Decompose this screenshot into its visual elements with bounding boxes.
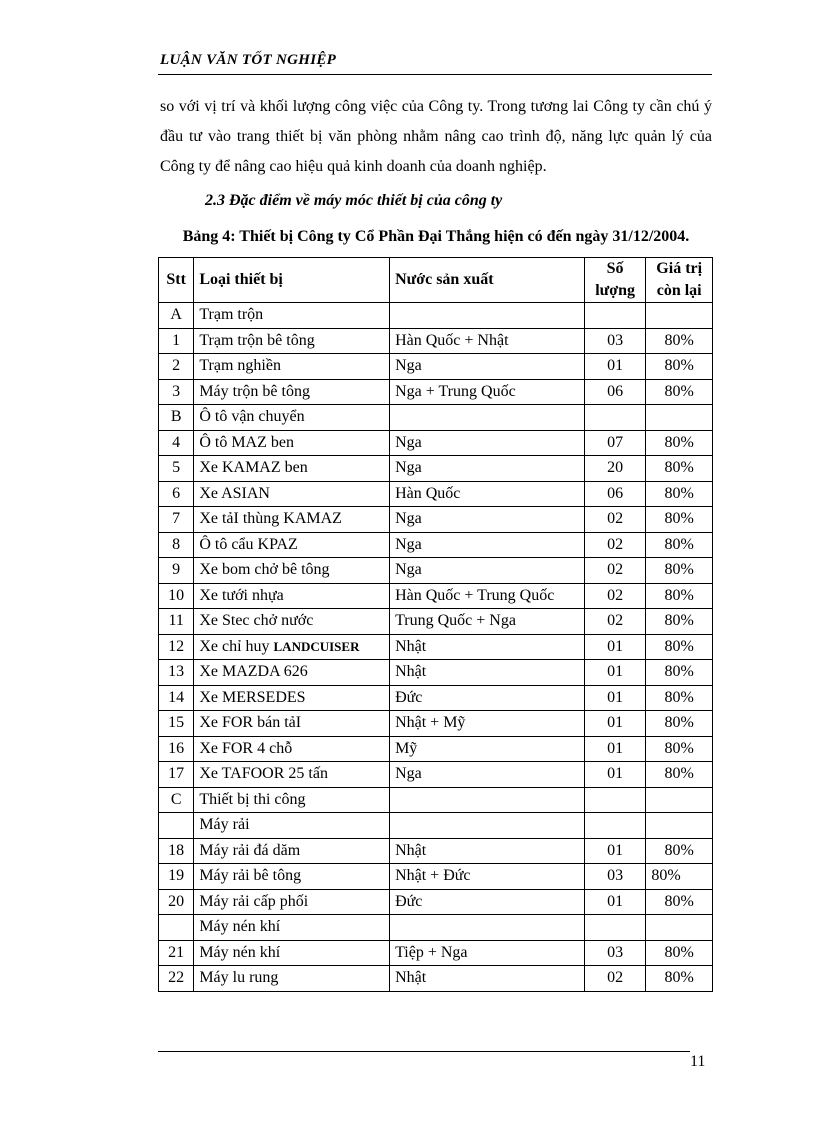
cell-equipment-type: Trạm trộn [194,303,390,329]
cell-equipment-type: Xe TAFOOR 25 tấn [194,762,390,788]
table-group-row [159,405,713,431]
cell-equipment-type: Xe FOR 4 chỗ [194,736,390,762]
cell-quantity: 01 [584,762,646,788]
cell-stt: A [159,303,194,329]
cell-equipment-type: Máy lu rung [194,966,390,992]
cell-stt [159,813,194,839]
cell-remaining-value: 80% [646,609,713,635]
cell-stt: 16 [159,736,194,762]
table-row [159,354,713,380]
cell-country: Nhật + Đức [390,864,585,890]
cell-country [390,303,585,329]
running-header-title: LUẬN VĂN TỐT NGHIỆP [160,52,337,68]
cell-country: Hàn Quốc + Trung Quốc [390,583,585,609]
cell-quantity: 06 [584,481,646,507]
cell-stt: 10 [159,583,194,609]
cell-remaining-value: 80% [646,583,713,609]
table-row [159,558,713,584]
footer-divider [158,1051,690,1052]
cell-country: Nga [390,456,585,482]
cell-country: Tiệp + Nga [390,940,585,966]
header-equipment-type: Loại thiết bị [194,258,390,303]
table-row [159,532,713,558]
cell-remaining-value [646,915,713,941]
table-row [159,736,713,762]
cell-stt: 11 [159,609,194,635]
cell-equipment-type: Xe MERSEDES [194,685,390,711]
equipment-table [158,257,713,992]
table-row [159,609,713,635]
table-group-row [159,915,713,941]
cell-equipment-type: Máy trộn bê tông [194,379,390,405]
header-quantity-line2: lượng [595,282,635,299]
cell-country: Nga + Trung Quốc [390,379,585,405]
cell-quantity: 02 [584,583,646,609]
cell-remaining-value: 80% [646,864,713,890]
table-row [159,966,713,992]
header-country: Nước sản xuất [390,258,585,303]
cell-equipment-type: Máy rải đá dăm [194,838,390,864]
table-row [159,379,713,405]
cell-quantity: 01 [584,354,646,380]
cell-quantity [584,915,646,941]
cell-quantity: 02 [584,507,646,533]
cell-quantity: 01 [584,838,646,864]
cell-country: Nga [390,430,585,456]
cell-quantity [584,813,646,839]
cell-remaining-value: 80% [646,328,713,354]
cell-remaining-value: 80% [646,736,713,762]
table-group-row [159,813,713,839]
cell-remaining-value: 80% [646,532,713,558]
cell-equipment-type: Thiết bị thi công [194,787,390,813]
cell-country [390,787,585,813]
header-quantity [584,258,646,303]
cell-remaining-value [646,813,713,839]
cell-stt: 7 [159,507,194,533]
cell-stt: 14 [159,685,194,711]
cell-country: Nhật [390,966,585,992]
table-row [159,889,713,915]
table-row [159,711,713,737]
table-row [159,583,713,609]
cell-quantity [584,303,646,329]
cell-equipment-type: Ô tô MAZ ben [194,430,390,456]
table-row [159,940,713,966]
cell-quantity: 02 [584,558,646,584]
cell-quantity: 02 [584,966,646,992]
cell-country: Đức [390,889,585,915]
table-row [159,762,713,788]
header-remaining-value [646,258,713,303]
table-row [159,481,713,507]
cell-quantity: 03 [584,940,646,966]
cell-stt: 1 [159,328,194,354]
header-quantity-line1: Số [606,260,624,277]
cell-quantity: 06 [584,379,646,405]
cell-remaining-value: 80% [646,430,713,456]
section-heading: 2.3 Đặc điểm về máy móc thiết bị của công ty [205,192,503,209]
cell-country: Nga [390,354,585,380]
cell-country: Nga [390,558,585,584]
cell-remaining-value [646,303,713,329]
cell-stt: 8 [159,532,194,558]
cell-quantity: 01 [584,660,646,686]
cell-quantity [584,405,646,431]
cell-stt: B [159,405,194,431]
cell-remaining-value: 80% [646,838,713,864]
cell-country [390,915,585,941]
cell-equipment-type: Ô tô cẩu KPAZ [194,532,390,558]
cell-remaining-value: 80% [646,685,713,711]
header-stt: Stt [159,258,194,303]
cell-remaining-value: 80% [646,354,713,380]
table-row [159,864,713,890]
cell-country: Nhật + Mỹ [390,711,585,737]
cell-country: Trung Quốc + Nga [390,609,585,635]
cell-remaining-value: 80% [646,660,713,686]
cell-quantity: 03 [584,864,646,890]
cell-remaining-value [646,787,713,813]
cell-country: Mỹ [390,736,585,762]
cell-quantity [584,787,646,813]
cell-equipment-type-text: Xe chỉ huy [199,637,274,655]
cell-country: Nhật [390,660,585,686]
cell-equipment-type: Máy nén khí [194,940,390,966]
cell-stt: 12 [159,634,194,660]
cell-stt: C [159,787,194,813]
cell-remaining-value: 80% [646,634,713,660]
table-group-row [159,787,713,813]
cell-country: Hàn Quốc + Nhật [390,328,585,354]
cell-stt: 6 [159,481,194,507]
cell-equipment-type: Máy rải [194,813,390,839]
cell-equipment-type: Xe Stec chở nước [194,609,390,635]
cell-stt [159,915,194,941]
cell-equipment-type: Xe KAMAZ ben [194,456,390,482]
cell-equipment-type: Máy nén khí [194,915,390,941]
cell-equipment-type: Xe tưới nhựa [194,583,390,609]
table-row [159,430,713,456]
cell-quantity: 01 [584,634,646,660]
page-number: 11 [690,1053,706,1070]
cell-country [390,405,585,431]
cell-stt: 4 [159,430,194,456]
cell-country: Đức [390,685,585,711]
table-group-row [159,303,713,329]
cell-remaining-value: 80% [646,507,713,533]
cell-quantity: 01 [584,685,646,711]
cell-equipment-type: Xe ASIAN [194,481,390,507]
table-row [159,507,713,533]
cell-stt: 3 [159,379,194,405]
cell-stt: 17 [159,762,194,788]
table-row [159,685,713,711]
table-row [159,838,713,864]
cell-stt: 18 [159,838,194,864]
cell-quantity: 01 [584,736,646,762]
cell-equipment-type: Máy rải cấp phối [194,889,390,915]
cell-stt: 13 [159,660,194,686]
cell-remaining-value: 80% [646,889,713,915]
header-value-line2: còn lại [656,282,702,299]
body-paragraph: so với vị trí và khối lượng công việc của Công ty. Trong tương lai Công ty cần chú ý đầu tư vào trang thiết bị văn phòng nhằm nâng cao trình độ, năng lực quản lý của Công ty để nâng cao hiệu quả kinh doanh của doanh nghiệp. [160,98,712,175]
cell-stt: 9 [159,558,194,584]
cell-remaining-value: 80% [646,711,713,737]
cell-country: Nga [390,532,585,558]
table-row [159,634,713,660]
cell-equipment-type: Xe FOR bán tảI [194,711,390,737]
cell-quantity: 07 [584,430,646,456]
cell-remaining-value: 80% [646,379,713,405]
cell-equipment-type [194,634,390,660]
cell-country: Hàn Quốc [390,481,585,507]
cell-remaining-value: 80% [646,762,713,788]
cell-country: Nga [390,507,585,533]
cell-country: Nhật [390,634,585,660]
cell-stt: 20 [159,889,194,915]
header-divider [158,74,712,75]
cell-equipment-type: Ô tô vận chuyển [194,405,390,431]
cell-quantity: 02 [584,609,646,635]
cell-quantity: 03 [584,328,646,354]
cell-equipment-type: Xe bom chở bê tông [194,558,390,584]
table-caption: Bảng 4: Thiết bị Công ty Cổ Phần Đại Thắng hiện có đến ngày 31/12/2004. [182,228,690,245]
table-row [159,660,713,686]
cell-quantity: 01 [584,889,646,915]
cell-remaining-value: 80% [646,940,713,966]
cell-remaining-value: 80% [646,481,713,507]
cell-equipment-type: Trạm nghiền [194,354,390,380]
table-body [159,303,713,992]
cell-quantity: 02 [584,532,646,558]
cell-quantity: 20 [584,456,646,482]
cell-stt: 15 [159,711,194,737]
cell-country [390,813,585,839]
header-value-line1: Giá trị [656,260,703,277]
cell-equipment-type: Xe tảI thùng KAMAZ [194,507,390,533]
cell-stt: 5 [159,456,194,482]
table-row [159,456,713,482]
table-header-row [159,258,713,303]
cell-country: Nga [390,762,585,788]
cell-country: Nhật [390,838,585,864]
cell-equipment-model: LANDCUISER [273,638,360,654]
cell-stt: 21 [159,940,194,966]
cell-remaining-value [646,405,713,431]
cell-stt: 19 [159,864,194,890]
cell-quantity: 01 [584,711,646,737]
cell-remaining-value: 80% [646,966,713,992]
cell-equipment-type: Máy rải bê tông [194,864,390,890]
cell-equipment-type: Trạm trộn bê tông [194,328,390,354]
cell-stt: 2 [159,354,194,380]
cell-remaining-value: 80% [646,558,713,584]
table-row [159,328,713,354]
cell-remaining-value: 80% [646,456,713,482]
cell-equipment-type: Xe MAZDA 626 [194,660,390,686]
cell-stt: 22 [159,966,194,992]
